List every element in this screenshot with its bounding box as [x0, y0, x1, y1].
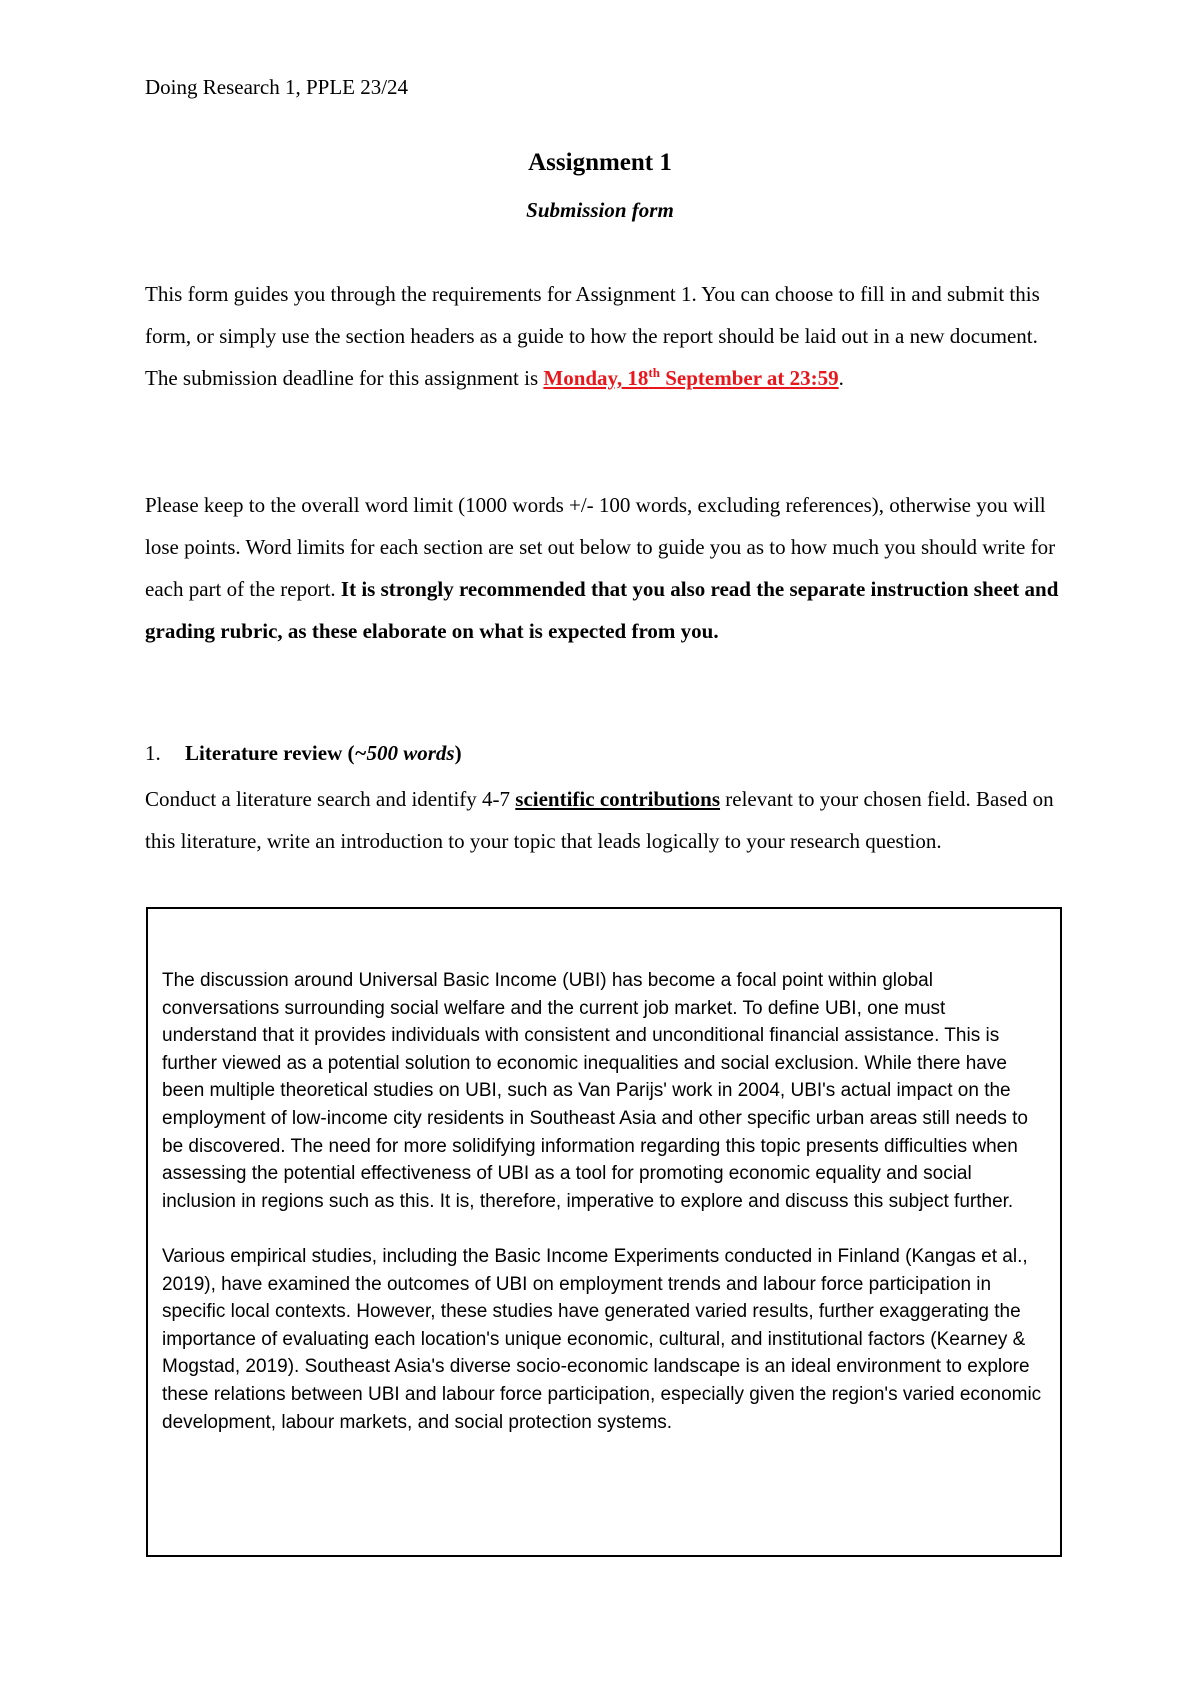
word-limit-paragraph	[145, 484, 1065, 652]
section-word-hint: ~500 words	[354, 741, 455, 765]
word-limit-text: Please keep to the overall word limit (1000 words +/- 100 words, excluding references), otherwise you will lose points. Word limits for each section are set out below to guide you as to how much you should write for each part of the report.	[145, 493, 1056, 601]
page-subtitle: Submission form	[526, 198, 674, 222]
instruction-text: Conduct a literature search and identify 4-7	[145, 787, 516, 811]
intro-text: This form guides you through the requirements for Assignment 1. You can choose to fill in and submit this form, or simply use the section headers as a guide to how the report should be laid out in a new document. The submission deadline for this assignment is	[145, 282, 1040, 390]
intro-paragraph	[145, 273, 1065, 399]
section-number: 1.	[145, 741, 161, 765]
answer-text	[162, 967, 1042, 1464]
answer-paragraph-2: Various empirical studies, including the Basic Income Experiments conducted in Finland (Kangas et al., 2019), have examined the outcomes of UBI on employment trends and labour force participation in specific local contexts. However, these studies have generated varied results, further exaggerating the importance of evaluating each location's unique economic, cultural, and institutional factors (Kearney & Mogstad, 2019). Southeast Asia's diverse socio-economic landscape is an ideal environment to explore these relations between UBI and labour force participation, especially given the region's varied economic development, labour markets, and social protection systems.	[162, 1245, 1042, 1433]
course-header: Doing Research 1, PPLE 23/24	[145, 75, 409, 99]
section-label-close: )	[454, 741, 462, 765]
intro-text-end: .	[838, 366, 844, 390]
instruction-emphasis: scientific contributions	[515, 787, 721, 811]
section-heading	[145, 740, 462, 766]
word-limit-recommendation: It is strongly recommended that you also read the separate instruction sheet and grading rubric, as these elaborate on what is expected from you.	[145, 577, 1059, 643]
deadline-ordinal: th	[648, 365, 660, 380]
deadline-date: Monday, 18	[543, 366, 649, 390]
instruction-text-end: relevant to your chosen field. Based on this literature, write an introduction to your topic that leads logically to your research question.	[145, 787, 1054, 853]
deadline-time: September at 23:59	[665, 366, 839, 390]
section-label: Literature review (	[185, 741, 355, 765]
section-instruction	[145, 778, 1065, 862]
answer-box[interactable]	[146, 907, 1062, 1557]
deadline-highlight	[543, 366, 838, 390]
answer-paragraph-1: The discussion around Universal Basic Income (UBI) has become a focal point within global conversations surrounding social welfare and the current job market. To define UBI, one must understand that it provides individuals with consistent and unconditional financial assistance. This is further viewed as a potential solution to economic inequalities and social exclusion. While there have been multiple theoretical studies on UBI, such as Van Parijs' work in 2004, UBI's actual impact on the employment of low-income city residents in Southeast Asia and other specific urban areas still needs to be discovered. The need for more solidifying information regarding this topic presents difficulties when assessing the potential effectiveness of UBI as a tool for promoting economic equality and social inclusion in regions such as this. It is, therefore, imperative to explore and discuss this subject further.	[162, 970, 1029, 1212]
page-title: Assignment 1	[528, 149, 672, 176]
